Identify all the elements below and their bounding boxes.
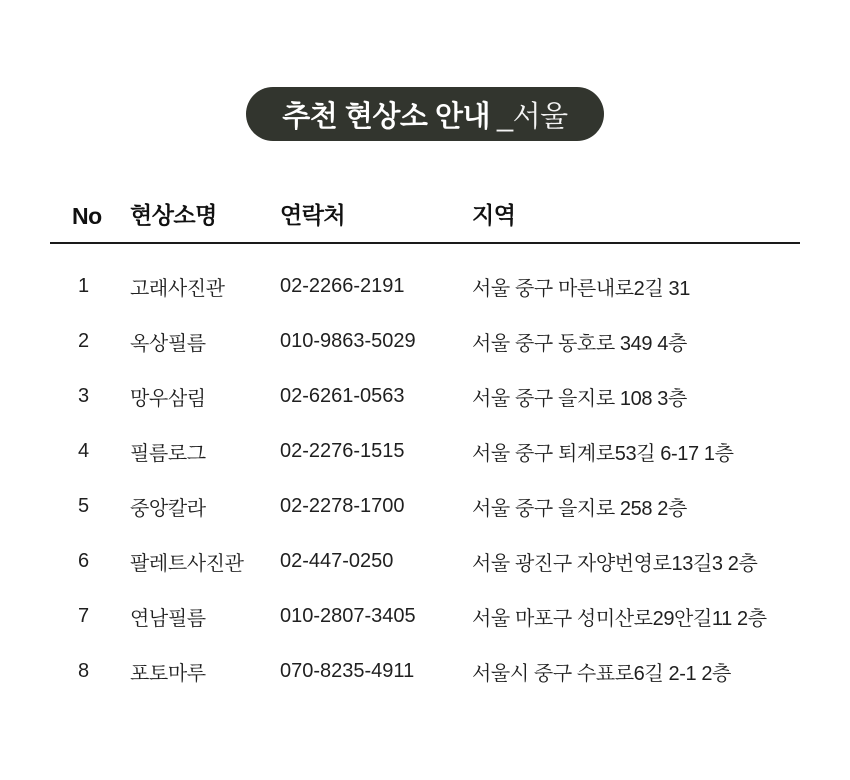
shop-phone: 02-447-0250 bbox=[280, 550, 394, 572]
shop-name: 옥상필름 bbox=[130, 333, 206, 355]
shop-name: 필름로그 bbox=[130, 443, 206, 465]
page-title: 추천 현상소 안내 bbox=[282, 100, 491, 133]
column-header-contact: 연락처 bbox=[280, 202, 346, 228]
shop-address: 서울 중구 마른내로2길 31 bbox=[472, 278, 690, 300]
table-row bbox=[50, 259, 800, 314]
shop-name: 팔레트사진관 bbox=[130, 553, 244, 575]
table-header-row bbox=[50, 197, 800, 244]
shop-no: 3 bbox=[78, 385, 89, 407]
table-row bbox=[50, 644, 800, 699]
shop-no: 4 bbox=[78, 440, 89, 462]
shop-address: 서울 중구 을지로 258 2층 bbox=[472, 498, 687, 520]
shop-address: 서울 중구 동호로 349 4층 bbox=[472, 333, 687, 355]
shop-phone: 02-2278-1700 bbox=[280, 495, 405, 517]
table-row bbox=[50, 424, 800, 479]
shop-no: 8 bbox=[78, 660, 89, 682]
shop-address: 서울 광진구 자양번영로13길3 2층 bbox=[472, 553, 758, 575]
shop-phone: 010-2807-3405 bbox=[280, 605, 416, 627]
shop-name: 포토마루 bbox=[130, 663, 206, 685]
shop-no: 2 bbox=[78, 330, 89, 352]
shop-name: 고래사진관 bbox=[130, 278, 225, 300]
shop-phone: 010-9863-5029 bbox=[280, 330, 416, 352]
title-badge-wrap bbox=[0, 0, 850, 141]
table-row bbox=[50, 479, 800, 534]
shop-no: 1 bbox=[78, 275, 89, 297]
shop-phone: 02-2266-2191 bbox=[280, 275, 405, 297]
shop-name: 연남필름 bbox=[130, 608, 206, 630]
column-header-region: 지역 bbox=[472, 202, 516, 228]
shop-no: 5 bbox=[78, 495, 89, 517]
column-header-shop-name: 현상소명 bbox=[130, 202, 217, 228]
shop-address: 서울시 중구 수표로6길 2-1 2층 bbox=[472, 663, 731, 685]
shop-table bbox=[50, 197, 800, 699]
shop-address: 서울 마포구 성미산로29안길11 2층 bbox=[472, 608, 767, 630]
shop-no: 7 bbox=[78, 605, 89, 627]
page-title-region-suffix: _서울 bbox=[497, 100, 568, 133]
shop-address: 서울 중구 을지로 108 3층 bbox=[472, 388, 687, 410]
table-body bbox=[50, 244, 800, 699]
shop-name: 중앙칼라 bbox=[130, 498, 206, 520]
column-header-no: No bbox=[72, 203, 102, 229]
table-row bbox=[50, 589, 800, 644]
shop-phone: 02-2276-1515 bbox=[280, 440, 405, 462]
table-row bbox=[50, 314, 800, 369]
shop-phone: 02-6261-0563 bbox=[280, 385, 405, 407]
table-row bbox=[50, 534, 800, 589]
shop-phone: 070-8235-4911 bbox=[280, 660, 415, 682]
shop-name: 망우삼림 bbox=[130, 388, 206, 410]
table-row bbox=[50, 369, 800, 424]
shop-address: 서울 중구 퇴계로53길 6-17 1층 bbox=[472, 443, 734, 465]
shop-no: 6 bbox=[78, 550, 89, 572]
title-badge bbox=[246, 87, 603, 141]
